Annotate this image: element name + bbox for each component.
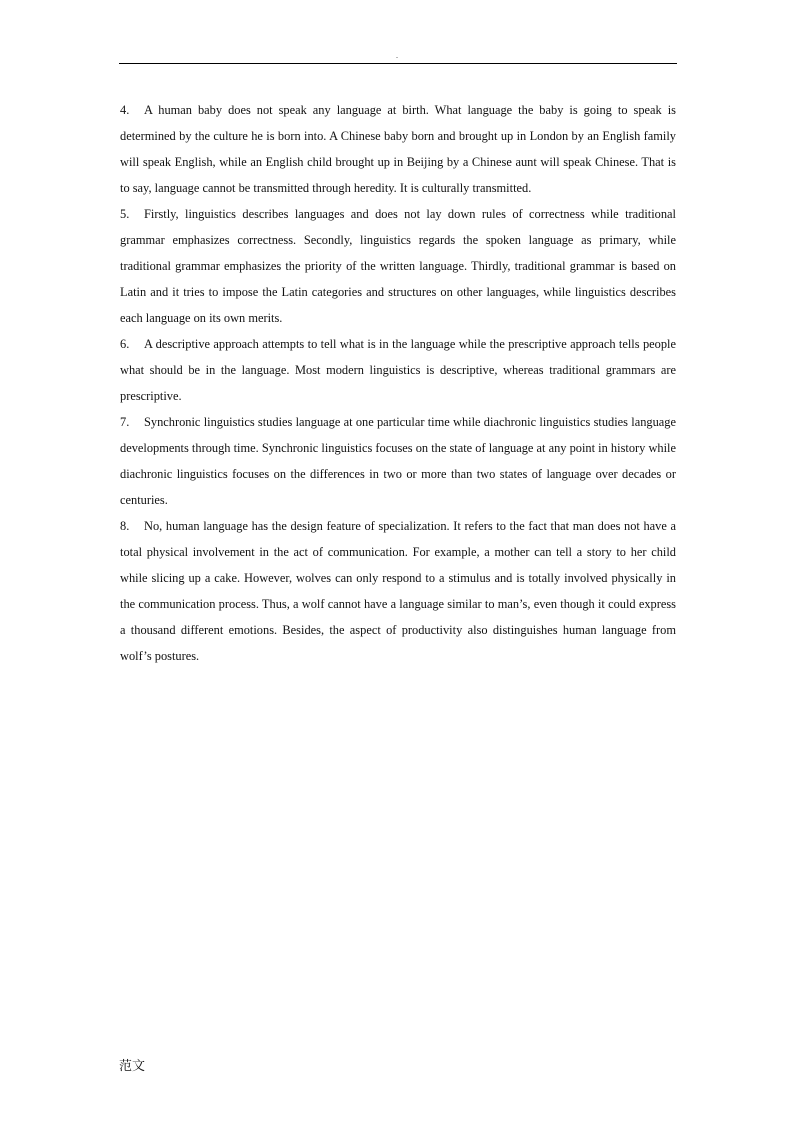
paragraph-number: 7. — [120, 415, 130, 429]
answer-paragraph-8 — [120, 513, 676, 669]
footer-label: 范文 — [119, 1059, 146, 1074]
paragraph-number: 8. — [120, 519, 130, 533]
document-body — [120, 97, 676, 669]
header-mark: . — [396, 51, 398, 60]
answer-paragraph-5 — [120, 201, 676, 331]
paragraph-text: Synchronic linguistics studies language at one particular time while diachronic linguistics studies language developments through time. Synchronic linguistics focuses on the state of language at any point in history while diachronic linguistics focuses on the differences in two or more than two states of language over decades or centuries. — [120, 415, 676, 507]
answer-paragraph-6 — [120, 331, 676, 409]
paragraph-text: A human baby does not speak any language at birth. What language the baby is going to speak is determined by the culture he is born into. A Chinese baby born and brought up in London by an English family will speak English, while an English child brought up in Beijing by a Chinese aunt will speak Chinese. That is to say, language cannot be transmitted through heredity. It is culturally transmitted. — [120, 103, 676, 195]
answer-paragraph-7 — [120, 409, 676, 513]
paragraph-text: No, human language has the design feature of specialization. It refers to the fact that man does not have a total physical involvement in the act of communication. For example, a mother can tell a story to her child while slicing up a cake. However, wolves can only respond to a stimulus and is totally involved physically in the communication process. Thus, a wolf cannot have a language similar to man’s, even though it could express a thousand different emotions. Besides, the aspect of productivity also distinguishes human language from wolf’s postures. — [120, 519, 676, 663]
paragraph-number: 6. — [120, 337, 130, 351]
header-rule — [119, 63, 677, 64]
paragraph-text: Firstly, linguistics describes languages and does not lay down rules of correctness while traditional grammar emphasizes correctness. Secondly, linguistics regards the spoken language as primary, while traditional grammar emphasizes the priority of the written language. Thirdly, traditional grammar is based on Latin and it tries to impose the Latin categories and structures on other languages, while linguistics describes each language on its own merits. — [120, 207, 676, 325]
answer-paragraph-4 — [120, 97, 676, 201]
paragraph-number: 4. — [120, 103, 130, 117]
paragraph-number: 5. — [120, 207, 130, 221]
paragraph-text: A descriptive approach attempts to tell what is in the language while the prescriptive approach tells people what should be in the language. Most modern linguistics is descriptive, whereas traditional grammars are prescriptive. — [120, 337, 676, 403]
